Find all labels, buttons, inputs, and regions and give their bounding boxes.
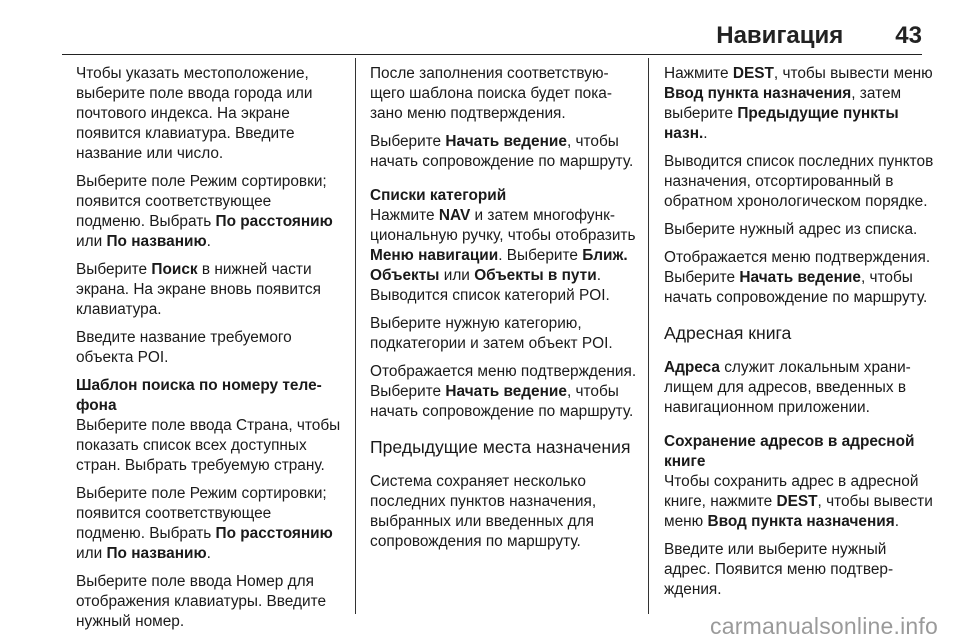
watermark-text: carmanualsonline.info bbox=[710, 613, 938, 639]
subheading: Сохранение адресов в адресной книге bbox=[664, 433, 915, 470]
subheading: Списки категорий bbox=[370, 187, 507, 204]
paragraph: Выберите поле Режим сортировки; появится соответствующее подменю. Выбрать По расстоянию или По названию. bbox=[76, 485, 333, 562]
paragraph: Чтобы сохранить адрес в адресной книге, нажмите DEST, чтобы вывести меню Ввод пункта назначения. bbox=[664, 473, 933, 530]
paragraph: Введите название требуемого объекта POI. bbox=[76, 329, 292, 366]
subheading: Шаблон поиска по номеру телефона bbox=[76, 377, 322, 414]
paragraph: Отображается меню подтверждения. Выберите Начать ведение, чтобы начать сопровождение по маршруту. bbox=[664, 249, 931, 306]
paragraph: Выводится список последних пунктов назначения, отсортированный в обратном хронологическом порядке. bbox=[664, 153, 934, 210]
column-3 bbox=[664, 64, 936, 608]
section-title: Навигация bbox=[716, 22, 844, 49]
paragraph: Выберите поле Режим сортировки; появится соответствующее подменю. Выбрать По расстоянию или По названию. bbox=[76, 173, 333, 250]
header-rule bbox=[62, 54, 922, 55]
paragraph: Выберите Начать ведение, чтобы начать сопровождение по маршруту. bbox=[370, 133, 634, 170]
paragraph: Выберите поле ввода Страна, чтобы показать список всех доступных стран. Выбрать требуемую страну. bbox=[76, 417, 341, 474]
paragraph: Система сохраняет несколько последних пунктов назначения, выбранных или введенных для сопровождения по маршруту. bbox=[370, 473, 597, 550]
paragraph: Адреса служит локальным хранилищем для адресов, введенных в навигационном приложении. bbox=[664, 359, 911, 416]
paragraph: Нажмите DEST, чтобы вывести меню Ввод пункта назначения, затем выберите Предыдущие пункты назн.. bbox=[664, 65, 933, 142]
column-divider bbox=[648, 58, 649, 614]
page-header bbox=[716, 22, 922, 50]
paragraph: Выберите Поиск в нижней части экрана. На экране вновь появится клавиатура. bbox=[76, 261, 321, 318]
paragraph: После заполнения соответствующего шаблона поиска будет показано меню подтверждения. bbox=[370, 65, 613, 122]
paragraph: Чтобы указать местоположение, выберите поле ввода города или почтового индекса. На экране появится клавиатура. Введите название или число. bbox=[76, 65, 313, 162]
paragraph: Нажмите NAV и затем многофункциональную ручку, чтобы отобразить Меню навигации. Выберите Ближ. Объекты или Объекты в пути. Выводится список категорий POI. bbox=[370, 207, 636, 304]
column-divider bbox=[355, 58, 356, 614]
column-2 bbox=[370, 64, 638, 560]
section-heading: Адресная книга bbox=[664, 323, 792, 343]
paragraph: Выберите нужный адрес из списка. bbox=[664, 221, 918, 238]
paragraph: Введите или выберите нужный адрес. Появится меню подтверждения. bbox=[664, 541, 894, 598]
column-1 bbox=[76, 64, 342, 640]
page-number: 43 bbox=[895, 22, 922, 49]
paragraph: Выберите поле ввода Номер для отображения клавиатуры. Введите нужный номер. bbox=[76, 573, 327, 630]
paragraph: Отображается меню подтверждения. Выберите Начать ведение, чтобы начать сопровождение по маршруту. bbox=[370, 363, 637, 420]
paragraph: Выберите нужную категорию, подкатегории и затем объект POI. bbox=[370, 315, 613, 352]
section-heading: Предыдущие места назначения bbox=[370, 437, 631, 457]
